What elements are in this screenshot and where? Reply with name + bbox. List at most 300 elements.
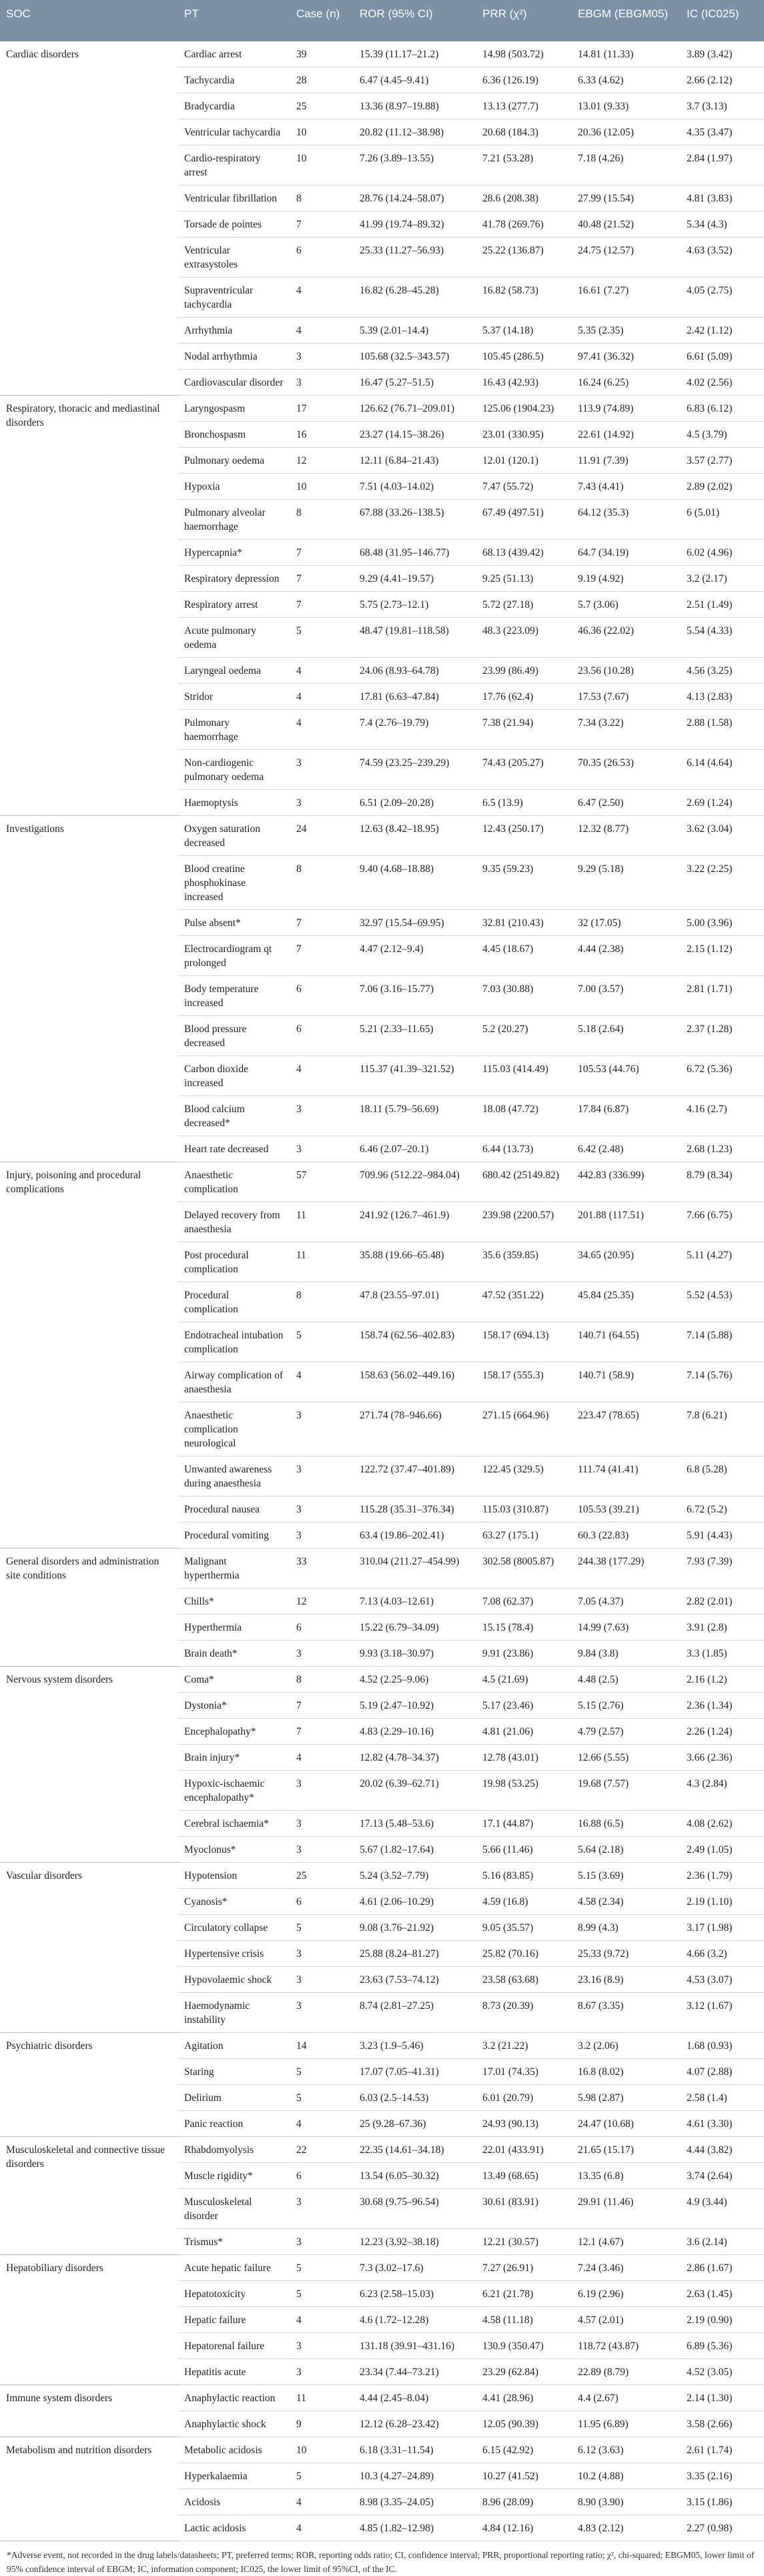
soc-cell: General disorders and administration site conditions — [0, 1549, 178, 1667]
pt-cell: Panic reaction — [178, 2111, 290, 2137]
prr-cell: 63.27 (175.1) — [476, 1523, 572, 1549]
case-cell: 4 — [290, 1745, 354, 1771]
case-cell: 3 — [290, 1496, 354, 1523]
soc-cell: Respiratory, thoracic and mediastinal disorders — [0, 396, 178, 816]
pt-cell: Cyanosis* — [178, 1889, 290, 1915]
ror-cell: 5.67 (1.82–17.64) — [354, 1837, 476, 1863]
table-row — [0, 2033, 764, 2059]
prr-cell: 32.81 (210.43) — [476, 910, 572, 936]
ic-cell: 2.61 (1.74) — [681, 2437, 764, 2463]
pt-cell: Coma* — [178, 1667, 290, 1693]
case-cell: 7 — [290, 936, 354, 976]
prr-cell: 16.43 (42.93) — [476, 370, 572, 396]
prr-cell: 12.21 (30.57) — [476, 2229, 572, 2255]
prr-cell: 14.98 (503.72) — [476, 41, 572, 67]
table-row — [0, 1863, 764, 1889]
ebgm-cell: 4.79 (2.57) — [572, 1719, 681, 1745]
pt-cell: Haemodynamic instability — [178, 1993, 290, 2033]
pt-cell: Procedural nausea — [178, 1496, 290, 1523]
case-cell: 3 — [290, 1523, 354, 1549]
ebgm-cell: 111.74 (41.41) — [572, 1456, 681, 1496]
ror-cell: 6.47 (4.45–9.41) — [354, 67, 476, 93]
prr-cell: 4.5 (21.69) — [476, 1667, 572, 1693]
ebgm-cell: 5.15 (3.69) — [572, 1863, 681, 1889]
pt-cell: Hypercapnia* — [178, 540, 290, 566]
ebgm-cell: 113.9 (74.89) — [572, 396, 681, 422]
ic-cell: 6.61 (5.09) — [681, 344, 764, 370]
ror-cell: 23.34 (7.44–73.21) — [354, 2359, 476, 2385]
ror-cell: 5.19 (2.47–10.92) — [354, 1693, 476, 1719]
ebgm-cell: 5.35 (2.35) — [572, 318, 681, 344]
ebgm-cell: 12.66 (5.55) — [572, 1745, 681, 1771]
prr-cell: 158.17 (694.13) — [476, 1322, 572, 1362]
ic-cell: 3.91 (2.8) — [681, 1615, 764, 1641]
soc-cell: Vascular disorders — [0, 1863, 178, 2033]
prr-cell: 5.17 (23.46) — [476, 1693, 572, 1719]
case-cell: 7 — [290, 540, 354, 566]
case-cell: 3 — [290, 1941, 354, 1967]
pt-cell: Electrocardiogram qt prolonged — [178, 936, 290, 976]
prr-cell: 115.03 (414.49) — [476, 1056, 572, 1096]
prr-cell: 5.16 (83.85) — [476, 1863, 572, 1889]
case-cell: 10 — [290, 145, 354, 185]
ebgm-cell: 140.71 (58.9) — [572, 1362, 681, 1402]
prr-cell: 67.49 (497.51) — [476, 500, 572, 540]
case-cell: 25 — [290, 93, 354, 119]
ebgm-cell: 6.33 (4.62) — [572, 67, 681, 93]
ic-cell: 6.8 (5.28) — [681, 1456, 764, 1496]
ror-cell: 4.47 (2.12–9.4) — [354, 936, 476, 976]
pt-cell: Pulmonary haemorrhage — [178, 710, 290, 750]
pt-cell: Laryngospasm — [178, 396, 290, 422]
ic-cell: 7.93 (7.39) — [681, 1549, 764, 1589]
prr-cell: 7.08 (62.37) — [476, 1589, 572, 1615]
ic-cell: 3.2 (2.17) — [681, 566, 764, 592]
pt-cell: Pulmonary alveolar haemorrhage — [178, 500, 290, 540]
ror-cell: 12.23 (3.92–38.18) — [354, 2229, 476, 2255]
case-cell: 4 — [290, 2307, 354, 2333]
table-row — [0, 1667, 764, 1693]
ic-cell: 3.3 (1.85) — [681, 1641, 764, 1667]
ror-cell: 18.11 (5.79–56.69) — [354, 1096, 476, 1136]
ror-cell: 5.39 (2.01–14.4) — [354, 318, 476, 344]
pt-cell: Delayed recovery from anaesthesia — [178, 1202, 290, 1242]
ic-cell: 5.91 (4.43) — [681, 1523, 764, 1549]
prr-cell: 122.45 (329.5) — [476, 1456, 572, 1496]
ror-cell: 131.18 (39.91–431.16) — [354, 2333, 476, 2359]
table-header — [0, 0, 764, 41]
case-cell: 8 — [290, 1667, 354, 1693]
ror-cell: 7.51 (4.03–14.02) — [354, 474, 476, 500]
pt-cell: Chills* — [178, 1589, 290, 1615]
pt-cell: Tachycardia — [178, 67, 290, 93]
prr-cell: 6.5 (13.9) — [476, 790, 572, 816]
pt-cell: Bradycardia — [178, 93, 290, 119]
soc-cell: Cardiac disorders — [0, 41, 178, 396]
ror-cell: 20.02 (6.39–62.71) — [354, 1771, 476, 1811]
case-cell: 11 — [290, 2385, 354, 2411]
ebgm-cell: 97.41 (36.32) — [572, 344, 681, 370]
ebgm-cell: 4.48 (2.5) — [572, 1667, 681, 1693]
table-row — [0, 1549, 764, 1589]
prr-cell: 17.1 (44.87) — [476, 1811, 572, 1837]
pt-cell: Anaphylactic reaction — [178, 2385, 290, 2411]
column-header-ic: IC (IC025) — [681, 0, 764, 41]
ebgm-cell: 14.81 (11.33) — [572, 41, 681, 67]
case-cell: 7 — [290, 211, 354, 238]
case-cell: 4 — [290, 710, 354, 750]
pt-cell: Anaphylactic shock — [178, 2411, 290, 2437]
ebgm-cell: 6.12 (3.63) — [572, 2437, 681, 2463]
table-row — [0, 816, 764, 856]
pt-cell: Acute pulmonary oedema — [178, 618, 290, 658]
case-cell: 7 — [290, 566, 354, 592]
prr-cell: 12.78 (43.01) — [476, 1745, 572, 1771]
ic-cell: 3.74 (2.64) — [681, 2163, 764, 2189]
prr-cell: 5.72 (27.18) — [476, 592, 572, 618]
case-cell: 28 — [290, 67, 354, 93]
prr-cell: 25.82 (70.16) — [476, 1941, 572, 1967]
case-cell: 14 — [290, 2033, 354, 2059]
ic-cell: 4.3 (2.84) — [681, 1771, 764, 1811]
ror-cell: 271.74 (78–946.66) — [354, 1402, 476, 1456]
column-header-ebgm: EBGM (EBGM05) — [572, 0, 681, 41]
case-cell: 5 — [290, 618, 354, 658]
ebgm-cell: 12.1 (4.67) — [572, 2229, 681, 2255]
ic-cell: 7.66 (6.75) — [681, 1202, 764, 1242]
ror-cell: 9.29 (4.41–19.57) — [354, 566, 476, 592]
ic-cell: 5.00 (3.96) — [681, 910, 764, 936]
prr-cell: 41.78 (269.76) — [476, 211, 572, 238]
prr-cell: 6.44 (13.73) — [476, 1136, 572, 1162]
prr-cell: 13.13 (277.7) — [476, 93, 572, 119]
prr-cell: 9.91 (23.86) — [476, 1641, 572, 1667]
pt-cell: Nodal arrhythmia — [178, 344, 290, 370]
ebgm-cell: 4.4 (2.67) — [572, 2385, 681, 2411]
table-row — [0, 2137, 764, 2163]
case-cell: 4 — [290, 318, 354, 344]
ic-cell: 6.72 (5.36) — [681, 1056, 764, 1096]
pt-cell: Hepatotoxicity — [178, 2281, 290, 2307]
pt-cell: Haemoptysis — [178, 790, 290, 816]
ebgm-cell: 4.57 (2.01) — [572, 2307, 681, 2333]
ror-cell: 16.47 (5.27–51.5) — [354, 370, 476, 396]
ic-cell: 2.88 (1.58) — [681, 710, 764, 750]
ic-cell: 4.44 (3.82) — [681, 2137, 764, 2163]
pt-cell: Muscle rigidity* — [178, 2163, 290, 2189]
ic-cell: 8.79 (8.34) — [681, 1162, 764, 1202]
ror-cell: 4.85 (1.82–12.98) — [354, 2515, 476, 2541]
ebgm-cell: 24.75 (12.57) — [572, 238, 681, 278]
ebgm-cell: 25.33 (9.72) — [572, 1941, 681, 1967]
ic-cell: 4.61 (3.30) — [681, 2111, 764, 2137]
case-cell: 5 — [290, 2085, 354, 2111]
pt-cell: Brain death* — [178, 1641, 290, 1667]
ebgm-cell: 9.84 (3.8) — [572, 1641, 681, 1667]
ic-cell: 3.35 (2.16) — [681, 2463, 764, 2489]
ic-cell: 2.49 (1.05) — [681, 1837, 764, 1863]
ror-cell: 10.3 (4.27–24.89) — [354, 2463, 476, 2489]
ic-cell: 4.16 (2.7) — [681, 1096, 764, 1136]
table-body — [0, 41, 764, 2541]
ror-cell: 35.88 (19.66–65.48) — [354, 1242, 476, 1282]
pt-cell: Myoclonus* — [178, 1837, 290, 1863]
ror-cell: 25 (9.28–67.36) — [354, 2111, 476, 2137]
prr-cell: 6.36 (126.19) — [476, 67, 572, 93]
ic-cell: 6 (5.01) — [681, 500, 764, 540]
ebgm-cell: 16.88 (6.5) — [572, 1811, 681, 1837]
ebgm-cell: 118.72 (43.87) — [572, 2333, 681, 2359]
ic-cell: 2.14 (1.30) — [681, 2385, 764, 2411]
ebgm-cell: 21.65 (15.17) — [572, 2137, 681, 2163]
ic-cell: 4.9 (3.44) — [681, 2189, 764, 2229]
ebgm-cell: 64.12 (35.3) — [572, 500, 681, 540]
prr-cell: 4.45 (18.67) — [476, 936, 572, 976]
ebgm-cell: 70.35 (26.53) — [572, 750, 681, 790]
pt-cell: Bronchospasm — [178, 422, 290, 448]
prr-cell: 23.01 (330.95) — [476, 422, 572, 448]
pt-cell: Unwanted awareness during anaesthesia — [178, 1456, 290, 1496]
ror-cell: 67.88 (33.26–138.5) — [354, 500, 476, 540]
ic-cell: 3.22 (2.25) — [681, 856, 764, 910]
ebgm-cell: 5.98 (2.87) — [572, 2085, 681, 2111]
ebgm-cell: 23.16 (8.9) — [572, 1967, 681, 1993]
pt-cell: Airway complication of anaesthesia — [178, 1362, 290, 1402]
ror-cell: 7.3 (3.02–17.6) — [354, 2255, 476, 2281]
ebgm-cell: 8.67 (3.35) — [572, 1993, 681, 2033]
case-cell: 24 — [290, 816, 354, 856]
ror-cell: 32.97 (15.54–69.95) — [354, 910, 476, 936]
prr-cell: 23.99 (86.49) — [476, 658, 572, 684]
pt-cell: Lactic acidosis — [178, 2515, 290, 2541]
ic-cell: 3.7 (3.13) — [681, 93, 764, 119]
case-cell: 8 — [290, 500, 354, 540]
pt-cell: Ventricular tachycardia — [178, 119, 290, 145]
ic-cell: 5.54 (4.33) — [681, 618, 764, 658]
ebgm-cell: 23.56 (10.28) — [572, 658, 681, 684]
ror-cell: 25.88 (8.24–81.27) — [354, 1941, 476, 1967]
ebgm-cell: 140.71 (64.55) — [572, 1322, 681, 1362]
prr-cell: 3.2 (21.22) — [476, 2033, 572, 2059]
ebgm-cell: 11.95 (6.89) — [572, 2411, 681, 2437]
prr-cell: 22.01 (433.91) — [476, 2137, 572, 2163]
ic-cell: 2.27 (0.98) — [681, 2515, 764, 2541]
ror-cell: 30.68 (9.75–96.54) — [354, 2189, 476, 2229]
pt-cell: Torsade de pointes — [178, 211, 290, 238]
case-cell: 3 — [290, 2359, 354, 2385]
prr-cell: 115.03 (310.87) — [476, 1496, 572, 1523]
case-cell: 8 — [290, 1282, 354, 1322]
ror-cell: 105.68 (32.5–343.57) — [354, 344, 476, 370]
prr-cell: 15.15 (78.4) — [476, 1615, 572, 1641]
pt-cell: Musculoskeletal disorder — [178, 2189, 290, 2229]
prr-cell: 16.82 (58.73) — [476, 278, 572, 318]
case-cell: 11 — [290, 1202, 354, 1242]
case-cell: 17 — [290, 396, 354, 422]
ror-cell: 8.98 (3.35–24.05) — [354, 2489, 476, 2515]
prr-cell: 158.17 (555.3) — [476, 1362, 572, 1402]
case-cell: 33 — [290, 1549, 354, 1589]
pt-cell: Encephalopathy* — [178, 1719, 290, 1745]
case-cell: 4 — [290, 2515, 354, 2541]
prr-cell: 7.21 (53.28) — [476, 145, 572, 185]
ic-cell: 4.35 (3.47) — [681, 119, 764, 145]
soc-cell: Hepatobiliary disorders — [0, 2255, 178, 2385]
pt-cell: Circulatory collapse — [178, 1915, 290, 1941]
ic-cell: 2.81 (1.71) — [681, 976, 764, 1016]
case-cell: 3 — [290, 790, 354, 816]
ic-cell: 4.63 (3.52) — [681, 238, 764, 278]
prr-cell: 35.6 (359.85) — [476, 1242, 572, 1282]
ic-cell: 6.89 (5.36) — [681, 2333, 764, 2359]
prr-cell: 8.73 (20.39) — [476, 1993, 572, 2033]
case-cell: 6 — [290, 238, 354, 278]
case-cell: 6 — [290, 2163, 354, 2189]
pt-cell: Metabolic acidosis — [178, 2437, 290, 2463]
case-cell: 3 — [290, 2189, 354, 2229]
pt-cell: Laryngeal oedema — [178, 658, 290, 684]
ebgm-cell: 16.8 (8.02) — [572, 2059, 681, 2085]
pt-cell: Brain injury* — [178, 1745, 290, 1771]
soc-cell: Investigations — [0, 816, 178, 1162]
pt-cell: Post procedural complication — [178, 1242, 290, 1282]
header-row — [0, 0, 764, 41]
ebgm-cell: 4.83 (2.12) — [572, 2515, 681, 2541]
case-cell: 4 — [290, 684, 354, 710]
ebgm-cell: 7.00 (3.57) — [572, 976, 681, 1016]
ic-cell: 3.15 (1.86) — [681, 2489, 764, 2515]
ebgm-cell: 45.84 (25.35) — [572, 1282, 681, 1322]
ic-cell: 3.66 (2.36) — [681, 1745, 764, 1771]
case-cell: 4 — [290, 1362, 354, 1402]
prr-cell: 12.05 (90.39) — [476, 2411, 572, 2437]
case-cell: 3 — [290, 2229, 354, 2255]
ror-cell: 13.36 (8.97–19.88) — [354, 93, 476, 119]
ror-cell: 6.46 (2.07–20.1) — [354, 1136, 476, 1162]
ic-cell: 2.36 (1.79) — [681, 1863, 764, 1889]
ebgm-cell: 4.58 (2.34) — [572, 1889, 681, 1915]
ror-cell: 4.6 (1.72–12.28) — [354, 2307, 476, 2333]
prr-cell: 13.49 (68.65) — [476, 2163, 572, 2189]
soc-cell: Metabolism and nutrition disorders — [0, 2437, 178, 2541]
column-header-pt: PT — [178, 0, 290, 41]
ic-cell: 3.57 (2.77) — [681, 448, 764, 474]
case-cell: 7 — [290, 1693, 354, 1719]
prr-cell: 24.93 (90.13) — [476, 2111, 572, 2137]
pt-cell: Pulmonary oedema — [178, 448, 290, 474]
prr-cell: 48.3 (223.09) — [476, 618, 572, 658]
prr-cell: 4.59 (16.8) — [476, 1889, 572, 1915]
ic-cell: 2.89 (2.02) — [681, 474, 764, 500]
case-cell: 3 — [290, 1096, 354, 1136]
table-row — [0, 2255, 764, 2281]
ebgm-cell: 9.19 (4.92) — [572, 566, 681, 592]
ic-cell: 4.81 (3.83) — [681, 185, 764, 211]
ror-cell: 28.76 (14.24–58.07) — [354, 185, 476, 211]
prr-cell: 18.08 (47.72) — [476, 1096, 572, 1136]
case-cell: 4 — [290, 278, 354, 318]
ebgm-cell: 20.36 (12.05) — [572, 119, 681, 145]
prr-cell: 125.06 (1904.23) — [476, 396, 572, 422]
case-cell: 9 — [290, 2411, 354, 2437]
pt-cell: Anaesthetic complication — [178, 1162, 290, 1202]
case-cell: 10 — [290, 2437, 354, 2463]
soc-cell: Musculoskeletal and connective tissue disorders — [0, 2137, 178, 2255]
ebgm-cell: 6.19 (2.96) — [572, 2281, 681, 2307]
case-cell: 7 — [290, 592, 354, 618]
prr-cell: 7.38 (21.94) — [476, 710, 572, 750]
case-cell: 11 — [290, 1242, 354, 1282]
pt-cell: Anaesthetic complication neurological — [178, 1402, 290, 1456]
prr-cell: 7.03 (30.88) — [476, 976, 572, 1016]
prr-cell: 271.15 (664.96) — [476, 1402, 572, 1456]
case-cell: 25 — [290, 1863, 354, 1889]
pt-cell: Procedural complication — [178, 1282, 290, 1322]
ebgm-cell: 7.18 (4.26) — [572, 145, 681, 185]
ic-cell: 4.53 (3.07) — [681, 1967, 764, 1993]
ic-cell: 3.58 (2.66) — [681, 2411, 764, 2437]
ic-cell: 3.12 (1.67) — [681, 1993, 764, 2033]
ror-cell: 22.35 (14.61–34.18) — [354, 2137, 476, 2163]
table-row — [0, 2437, 764, 2463]
ic-cell: 2.68 (1.23) — [681, 1136, 764, 1162]
ebgm-cell: 32 (17.05) — [572, 910, 681, 936]
ror-cell: 16.82 (6.28–45.28) — [354, 278, 476, 318]
ebgm-cell: 24.47 (10.68) — [572, 2111, 681, 2137]
pt-cell: Body temperature increased — [178, 976, 290, 1016]
prr-cell: 25.22 (136.87) — [476, 238, 572, 278]
case-cell: 12 — [290, 1589, 354, 1615]
ror-cell: 310.04 (211.27–454.99) — [354, 1549, 476, 1589]
ic-cell: 4.66 (3.2) — [681, 1941, 764, 1967]
pt-cell: Trismus* — [178, 2229, 290, 2255]
pt-cell: Agitation — [178, 2033, 290, 2059]
case-cell: 4 — [290, 1056, 354, 1096]
prr-cell: 23.58 (63.68) — [476, 1967, 572, 1993]
ic-cell: 3.89 (3.42) — [681, 41, 764, 67]
ebgm-cell: 16.61 (7.27) — [572, 278, 681, 318]
case-cell: 8 — [290, 185, 354, 211]
prr-cell: 68.13 (439.42) — [476, 540, 572, 566]
ror-cell: 4.52 (2.25–9.06) — [354, 1667, 476, 1693]
ic-cell: 3.6 (2.14) — [681, 2229, 764, 2255]
ebgm-cell: 7.05 (4.37) — [572, 1589, 681, 1615]
ic-cell: 4.08 (2.62) — [681, 1811, 764, 1837]
case-cell: 3 — [290, 2333, 354, 2359]
ebgm-cell: 9.29 (5.18) — [572, 856, 681, 910]
case-cell: 3 — [290, 1837, 354, 1863]
case-cell: 5 — [290, 2255, 354, 2281]
ic-cell: 7.14 (5.88) — [681, 1322, 764, 1362]
ror-cell: 47.8 (23.55–97.01) — [354, 1282, 476, 1322]
ic-cell: 7.8 (6.21) — [681, 1402, 764, 1456]
pt-cell: Blood calcium decreased* — [178, 1096, 290, 1136]
pt-cell: Cardiac arrest — [178, 41, 290, 67]
ebgm-cell: 5.64 (2.18) — [572, 1837, 681, 1863]
pt-cell: Arrhythmia — [178, 318, 290, 344]
case-cell: 10 — [290, 474, 354, 500]
prr-cell: 5.37 (14.18) — [476, 318, 572, 344]
case-cell: 22 — [290, 2137, 354, 2163]
prr-cell: 10.27 (41.52) — [476, 2463, 572, 2489]
case-cell: 10 — [290, 119, 354, 145]
pt-cell: Hypotension — [178, 1863, 290, 1889]
ic-cell: 2.63 (1.45) — [681, 2281, 764, 2307]
ic-cell: 2.58 (1.4) — [681, 2085, 764, 2111]
prr-cell: 30.61 (83.91) — [476, 2189, 572, 2229]
ror-cell: 115.37 (41.39–321.52) — [354, 1056, 476, 1096]
ic-cell: 5.11 (4.27) — [681, 1242, 764, 1282]
